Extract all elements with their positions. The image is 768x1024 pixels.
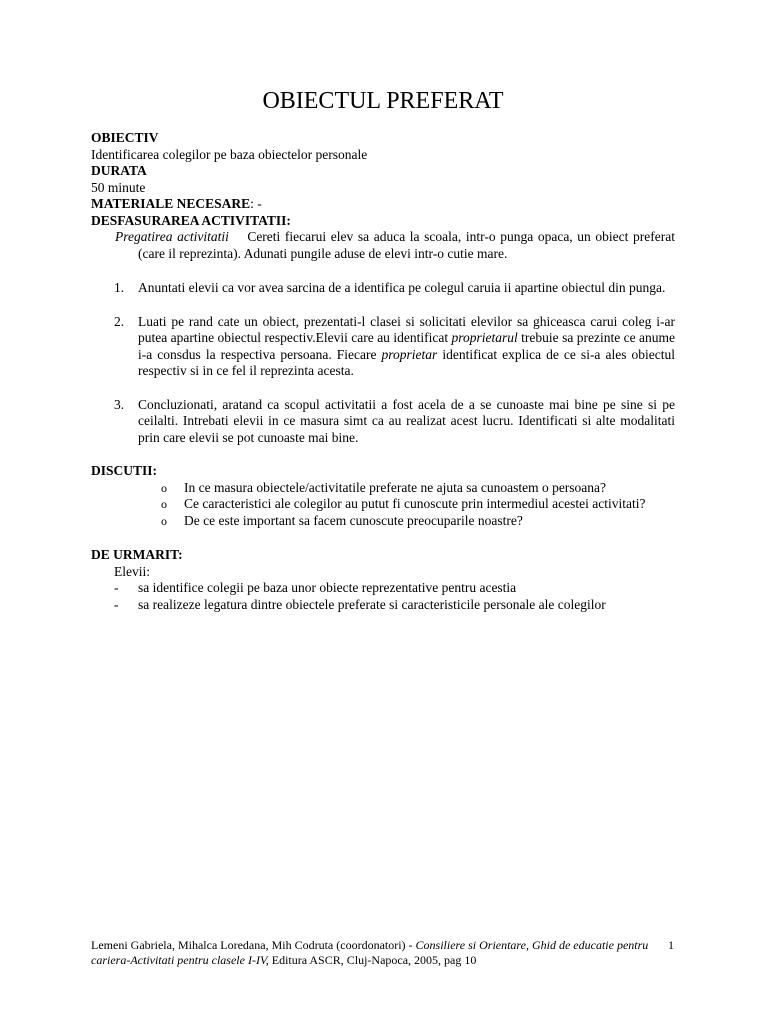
page-footer	[91, 938, 655, 968]
durata-heading: DURATA	[91, 163, 147, 178]
discutii-list	[91, 480, 675, 530]
de-urmarit-list	[91, 580, 675, 613]
prep-label: Pregatirea activitatii	[115, 229, 229, 244]
list-item	[91, 314, 675, 380]
de-urmarit-heading: DE URMARIT:	[91, 547, 183, 562]
list-item	[91, 280, 675, 297]
step-text-part: identificat explica de ce si-a ales obiectul respectiv si in ce fel il reprezinta acesta.	[138, 346, 675, 378]
list-item	[91, 513, 675, 530]
step-text-emphasis: proprietar	[381, 346, 438, 362]
discutii-question: In ce masura obiectele/activitatile preferate ne ajuta sa cunoastem o persoana?	[184, 479, 607, 495]
materiale-line	[91, 196, 675, 213]
dash-icon: -	[114, 596, 119, 612]
step-text-emphasis: proprietarul	[451, 330, 518, 345]
step-text-part: Luati pe rand cate un obiect, prezentati-l clasei si solicitati elevilor sa ghiceasca carui coleg i-ar putea apartine obiectul respectiv.Elevii care au identificat	[138, 313, 675, 345]
dash-icon: -	[114, 580, 119, 595]
discutii-heading: DISCUTII:	[91, 463, 158, 478]
step-text: Anuntati elevii ca vor avea sarcina de a identifica pe colegul caruia ii apartine obiectul din punga.	[138, 280, 666, 295]
de-urmarit-item: sa realizeze legatura dintre obiectele preferate si caracteristicile personale ale colegilor	[138, 596, 606, 612]
de-urmarit-item: sa identifice colegii pe baza unor obiecte reprezentative pentru acestia	[138, 580, 517, 595]
bullet-icon: o	[161, 480, 167, 495]
list-item	[91, 496, 675, 513]
step-text-part: trebuie sa prezinte ce anume i-a consdus la respectiva persoana. Fiecare	[138, 330, 675, 362]
footer-authors: Lemeni Gabriela, Mihalca Loredana, Mih Codruta (coordonatori) -	[91, 938, 416, 952]
prep-paragraph	[91, 229, 675, 262]
activity-steps	[91, 280, 675, 446]
materiale-heading: MATERIALE NECESARE	[91, 196, 251, 211]
list-item	[91, 480, 675, 497]
list-item	[91, 397, 675, 447]
page-title: OBIECTUL PREFERAT	[262, 88, 504, 114]
bullet-icon: o	[161, 513, 167, 528]
discutii-question: De ce este important sa facem cunoscute preocuparile noastre?	[184, 512, 523, 528]
document-page	[91, 86, 675, 613]
bullet-icon: o	[161, 497, 167, 511]
desfasurarea-heading: DESFASURAREA ACTIVITATII:	[91, 212, 291, 228]
objectiv-text: Identificarea colegilor pe baza obiectelor personale	[91, 146, 368, 162]
de-urmarit-intro: Elevii:	[114, 563, 150, 579]
prep-text: Cereti fiecarui elev sa aduca la scoala, intr-o punga opaca, un obiect preferat (care il reprezinta). Adunati pungile aduse de elevi intr-o cutie mare.	[138, 229, 675, 261]
step-number: 3.	[114, 396, 125, 412]
step-number: 2.	[114, 313, 125, 329]
step-text: Concluzionati, aratand ca scopul activitatii a fost acela de a se cunoaste mai bine pe sine si pe ceilalti. Intrebati elevii in ce masura simt ca au realizat acest lucru. Identificati si alte modalitati prin care elevii se pot cunoaste mai bine.	[138, 396, 675, 445]
step-number: 1.	[114, 280, 125, 295]
step-text	[138, 314, 675, 380]
durata-text: 50 minute	[91, 179, 146, 195]
discutii-question: Ce caracteristici ale colegilor au putut fi cunoscute prin intermediul acestei activitati?	[184, 496, 646, 511]
list-item	[91, 580, 675, 597]
footer-publisher: Editura ASCR, Cluj-Napoca, 2005, pag 10	[268, 953, 477, 967]
materiale-suffix: : -	[250, 196, 262, 211]
page-number: 1	[668, 938, 674, 952]
objectiv-heading: OBIECTIV	[91, 130, 159, 145]
list-item	[91, 597, 675, 614]
footer-book-title: Consiliere si Orientare, Ghid de educatie pentru cariera-Activitati pentru clasele I-IV,	[91, 938, 649, 967]
